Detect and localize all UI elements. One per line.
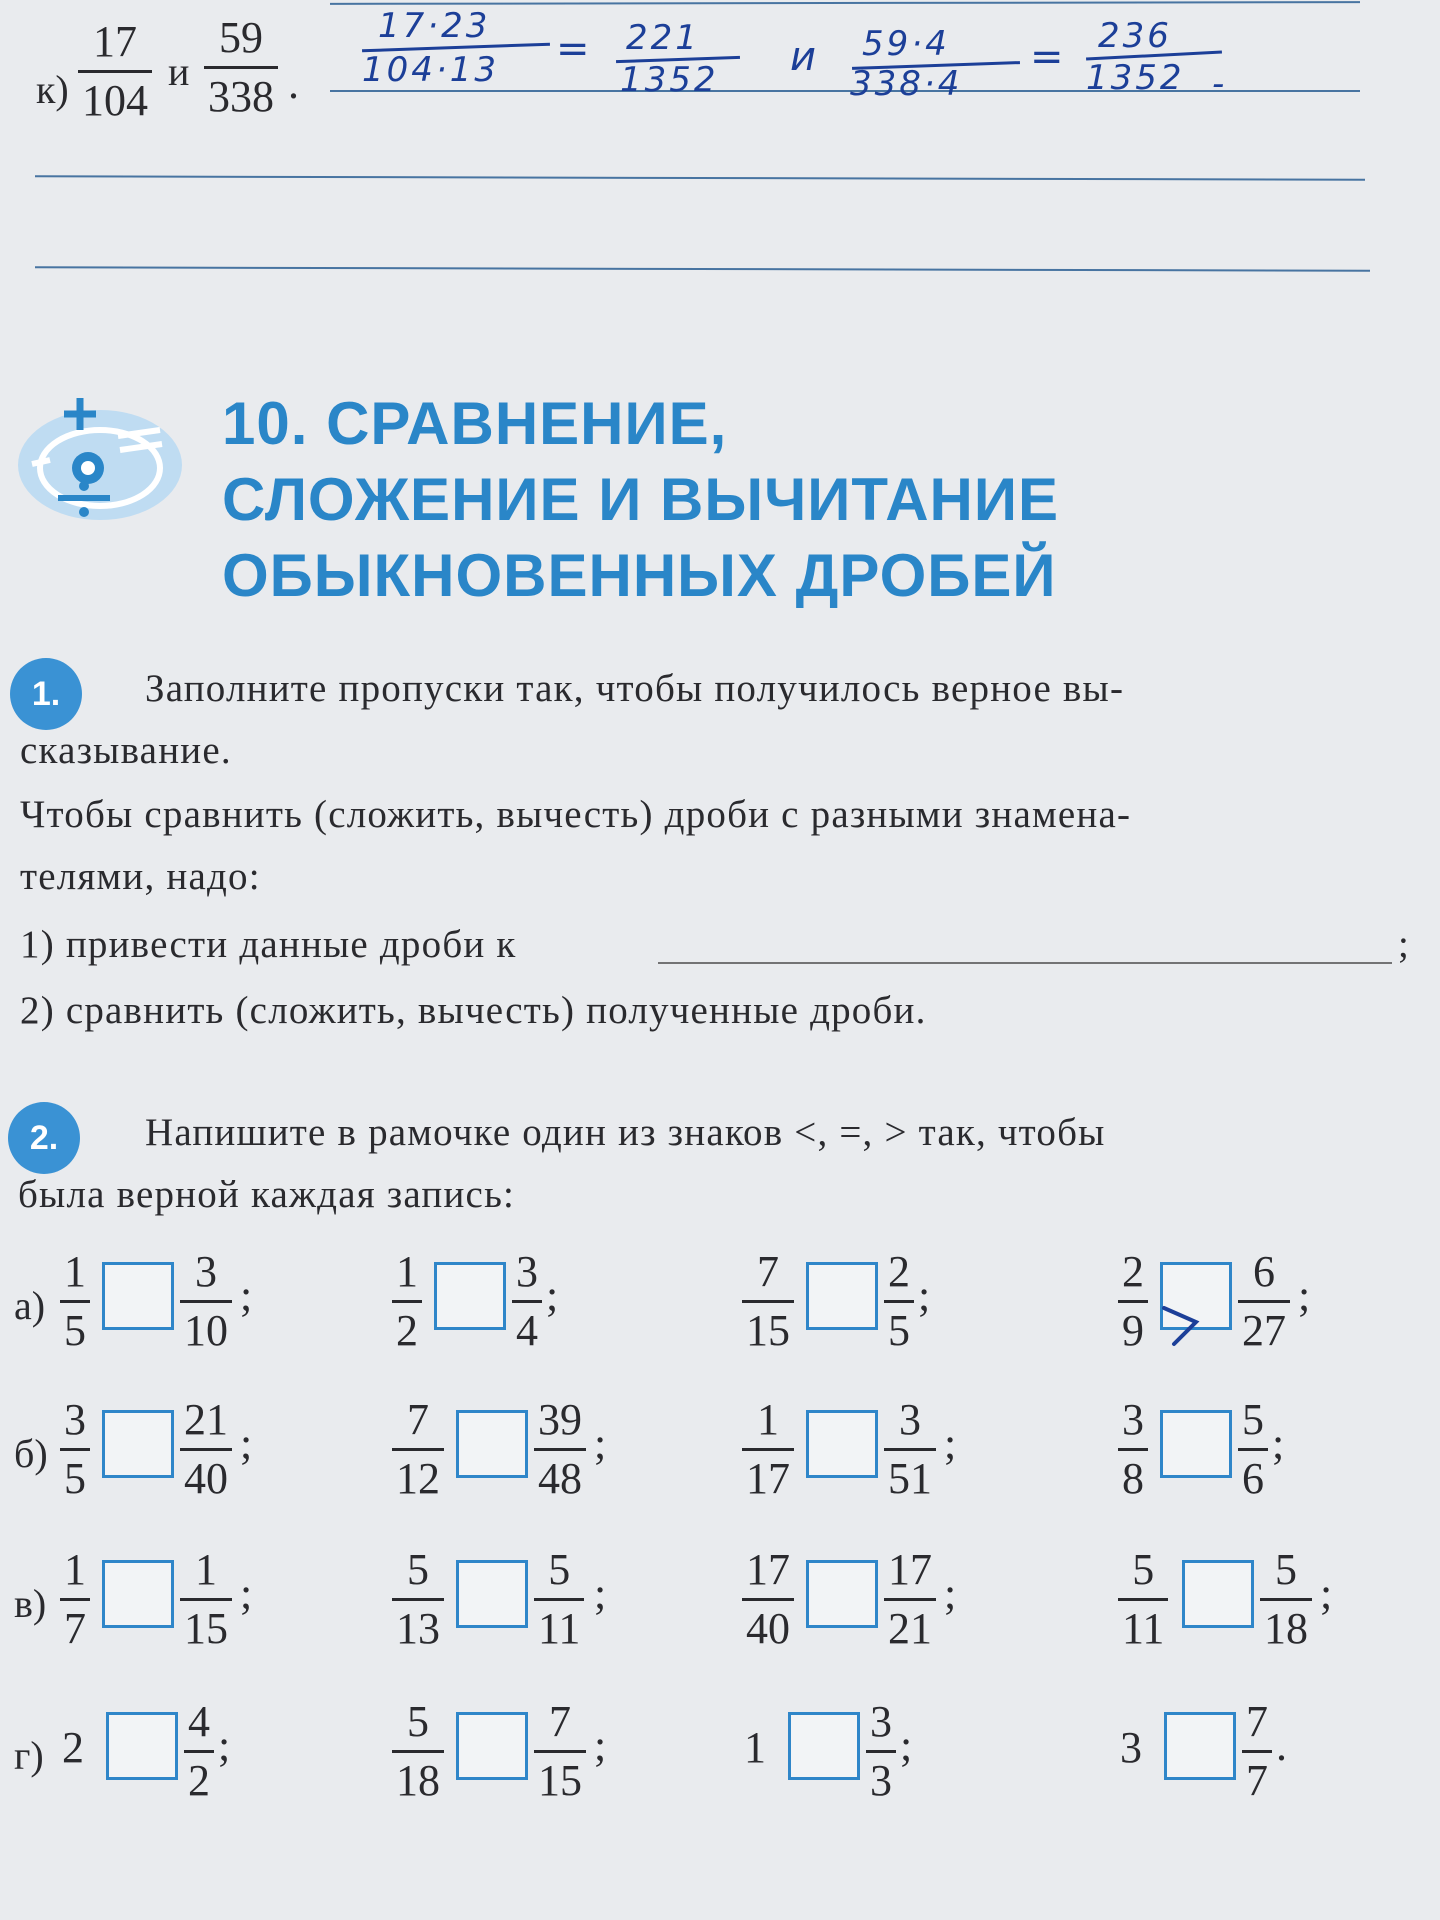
section-title-line3: ОБЫКНОВЕННЫХ ДРОБЕЙ bbox=[222, 542, 1057, 609]
numerator: 3 bbox=[899, 1395, 921, 1444]
semicolon: ; bbox=[240, 1271, 253, 1320]
denominator: 5 bbox=[64, 1305, 86, 1355]
numerator: 7 bbox=[757, 1247, 779, 1296]
denominator: 48 bbox=[538, 1453, 582, 1503]
numerator: 6 bbox=[1253, 1247, 1275, 1296]
task1-text: сказывание. bbox=[20, 729, 232, 772]
fraction bbox=[1118, 1545, 1168, 1653]
comparison-answer-box[interactable] bbox=[806, 1262, 878, 1330]
fraction: 59 338 bbox=[204, 16, 278, 119]
fraction bbox=[180, 1395, 232, 1503]
semicolon: ; bbox=[1298, 1271, 1311, 1320]
semicolon: ; bbox=[1272, 1419, 1285, 1468]
comparison-answer-box[interactable] bbox=[102, 1560, 174, 1628]
numerator: 3 bbox=[516, 1247, 538, 1296]
fraction bbox=[884, 1545, 936, 1653]
comparison-answer-box[interactable] bbox=[456, 1410, 528, 1478]
denominator: 8 bbox=[1122, 1453, 1144, 1503]
fraction bbox=[534, 1545, 584, 1653]
semicolon: ; bbox=[240, 1419, 253, 1468]
comparison-answer-box[interactable] bbox=[434, 1262, 506, 1330]
numerator: 1 bbox=[396, 1247, 418, 1296]
fraction: 17 104 bbox=[78, 20, 152, 123]
denominator: 2 bbox=[188, 1755, 210, 1805]
comparison-answer-box[interactable] bbox=[806, 1410, 878, 1478]
numerator: 1 bbox=[195, 1545, 217, 1594]
numerator: 5 bbox=[407, 1545, 429, 1594]
semicolon: ; bbox=[240, 1569, 253, 1618]
fraction bbox=[180, 1545, 232, 1653]
denominator: 15 bbox=[184, 1603, 228, 1653]
row-label: а) bbox=[14, 1283, 46, 1328]
fraction bbox=[180, 1247, 232, 1355]
numerator: 7 bbox=[1246, 1697, 1268, 1746]
denominator: 17 bbox=[746, 1453, 790, 1503]
task1-step2: 2) сравнить (сложить, вычесть) полученные дроби. bbox=[20, 989, 927, 1032]
denominator: 11 bbox=[1122, 1603, 1165, 1653]
numerator: 21 bbox=[184, 1395, 228, 1444]
denominator: 3 bbox=[870, 1755, 892, 1805]
fraction bbox=[392, 1697, 444, 1805]
section-title-line1: 10. СРАВНЕНИЕ, bbox=[222, 390, 728, 457]
numerator: 2 bbox=[1122, 1247, 1144, 1296]
fraction bbox=[184, 1697, 214, 1805]
semicolon: ; bbox=[900, 1721, 913, 1770]
numerator: 3 bbox=[1122, 1395, 1144, 1444]
semicolon: ; bbox=[1398, 923, 1411, 966]
fraction bbox=[1238, 1247, 1290, 1355]
numerator: 5 bbox=[548, 1545, 571, 1594]
denominator: 7 bbox=[64, 1603, 86, 1653]
denominator: 7 bbox=[1246, 1755, 1268, 1805]
fraction bbox=[884, 1247, 914, 1355]
comparison-answer-box[interactable] bbox=[1164, 1712, 1236, 1780]
writing-line bbox=[330, 90, 1360, 92]
fraction bbox=[1118, 1395, 1148, 1503]
comparison-answer-box[interactable] bbox=[456, 1560, 528, 1628]
semicolon: ; bbox=[944, 1419, 957, 1468]
task1-text: телями, надо: bbox=[20, 855, 261, 898]
whole-number: 2 bbox=[62, 1723, 84, 1772]
conjunction: и bbox=[168, 49, 190, 94]
denominator: 2 bbox=[396, 1305, 418, 1355]
fraction bbox=[60, 1395, 90, 1503]
writing-line bbox=[330, 1, 1360, 5]
denominator: 6 bbox=[1242, 1453, 1264, 1503]
fraction bbox=[1238, 1395, 1268, 1503]
comparison-answer-box[interactable] bbox=[102, 1262, 174, 1330]
numerator: 3 bbox=[64, 1395, 86, 1444]
fraction bbox=[1242, 1697, 1272, 1805]
semicolon: ; bbox=[218, 1721, 231, 1770]
fraction bbox=[884, 1395, 936, 1503]
fraction bbox=[742, 1395, 794, 1503]
denominator: 18 bbox=[1264, 1603, 1308, 1653]
semicolon: ; bbox=[546, 1271, 559, 1320]
semicolon: ; bbox=[594, 1569, 607, 1618]
denominator: 21 bbox=[888, 1603, 932, 1653]
math-operations-icon bbox=[10, 390, 195, 540]
item-label: к) bbox=[36, 67, 69, 112]
fraction bbox=[512, 1247, 542, 1355]
period: . bbox=[1276, 1721, 1287, 1770]
numerator: 5 bbox=[407, 1697, 429, 1746]
comparison-answer-box[interactable] bbox=[1182, 1560, 1254, 1628]
denominator: 27 bbox=[1242, 1305, 1286, 1355]
numerator: 5 bbox=[1132, 1545, 1155, 1594]
fraction bbox=[392, 1545, 444, 1653]
numerator: 3 bbox=[195, 1247, 217, 1296]
fraction bbox=[534, 1395, 586, 1503]
task-number-badge: 1. bbox=[10, 658, 82, 730]
semicolon: ; bbox=[594, 1721, 607, 1770]
fraction bbox=[534, 1697, 586, 1805]
fraction bbox=[742, 1247, 794, 1355]
numerator: 4 bbox=[188, 1697, 210, 1746]
numerator: 7 bbox=[407, 1395, 429, 1444]
period: . bbox=[288, 59, 299, 108]
numerator: 1 bbox=[757, 1395, 779, 1444]
fraction bbox=[1118, 1247, 1148, 1355]
fraction bbox=[60, 1545, 90, 1653]
comparison-answer-box[interactable] bbox=[806, 1560, 878, 1628]
fraction bbox=[60, 1247, 90, 1355]
task1-text: Заполните пропуски так, чтобы получилось верное вы- bbox=[145, 667, 1125, 710]
denominator: 12 bbox=[396, 1453, 440, 1503]
comparison-answer-box[interactable] bbox=[102, 1410, 174, 1478]
denominator: 5 bbox=[888, 1305, 910, 1355]
numerator: 17 bbox=[888, 1545, 932, 1594]
comparison-answer-box[interactable] bbox=[106, 1712, 178, 1780]
denominator: 10 bbox=[184, 1305, 228, 1355]
fraction bbox=[866, 1697, 896, 1805]
denominator: 5 bbox=[64, 1453, 86, 1503]
numerator: 5 bbox=[1242, 1395, 1264, 1444]
fraction bbox=[392, 1247, 422, 1355]
denominator: 40 bbox=[184, 1453, 228, 1503]
numerator: 1 bbox=[64, 1545, 86, 1594]
task2-text: Напишите в рамочке один из знаков <, =, > так, чтобы bbox=[145, 1111, 1106, 1154]
fraction bbox=[742, 1545, 794, 1653]
numerator: 1 bbox=[64, 1247, 86, 1296]
denominator: 4 bbox=[516, 1305, 538, 1355]
semicolon: ; bbox=[1320, 1569, 1333, 1618]
task1-text: Чтобы сравнить (сложить, вычесть) дроби с разными знамена- bbox=[20, 793, 1132, 836]
fraction bbox=[1260, 1545, 1312, 1653]
numerator: 5 bbox=[1275, 1545, 1297, 1594]
task-number-badge: 2. bbox=[8, 1102, 80, 1174]
answer-blank[interactable] bbox=[658, 962, 1392, 964]
numerator: 2 bbox=[888, 1247, 910, 1296]
semicolon: ; bbox=[944, 1569, 957, 1618]
task1-step1: 1) привести данные дроби к bbox=[20, 923, 517, 966]
row-label: в) bbox=[14, 1581, 47, 1626]
denominator: 40 bbox=[746, 1603, 790, 1653]
row-label: б) bbox=[14, 1431, 48, 1476]
comparison-answer-box[interactable] bbox=[456, 1712, 528, 1780]
whole-number: 1 bbox=[744, 1723, 766, 1772]
denominator: 11 bbox=[538, 1603, 581, 1653]
task2-text: была верной каждая запись: bbox=[18, 1173, 516, 1216]
semicolon: ; bbox=[918, 1271, 931, 1320]
numerator: 39 bbox=[538, 1395, 582, 1444]
numerator: 7 bbox=[549, 1697, 571, 1746]
comparison-answer-box[interactable] bbox=[1160, 1410, 1232, 1478]
writing-line bbox=[35, 266, 1370, 271]
denominator: 13 bbox=[396, 1603, 440, 1653]
comparison-answer-box[interactable] bbox=[788, 1712, 860, 1780]
handwritten-greater-sign bbox=[1158, 1300, 1218, 1355]
denominator: 18 bbox=[396, 1755, 440, 1805]
denominator: 15 bbox=[746, 1305, 790, 1355]
denominator: 51 bbox=[888, 1453, 932, 1503]
fraction bbox=[392, 1395, 444, 1503]
denominator: 15 bbox=[538, 1755, 582, 1805]
section-title-line2: СЛОЖЕНИЕ И ВЫЧИТАНИЕ bbox=[222, 466, 1060, 533]
writing-line bbox=[35, 175, 1365, 180]
numerator: 17 bbox=[746, 1545, 790, 1594]
row-label: г) bbox=[14, 1733, 44, 1778]
semicolon: ; bbox=[594, 1419, 607, 1468]
numerator: 3 bbox=[870, 1697, 892, 1746]
denominator: 9 bbox=[1122, 1305, 1144, 1355]
whole-number: 3 bbox=[1120, 1723, 1142, 1772]
